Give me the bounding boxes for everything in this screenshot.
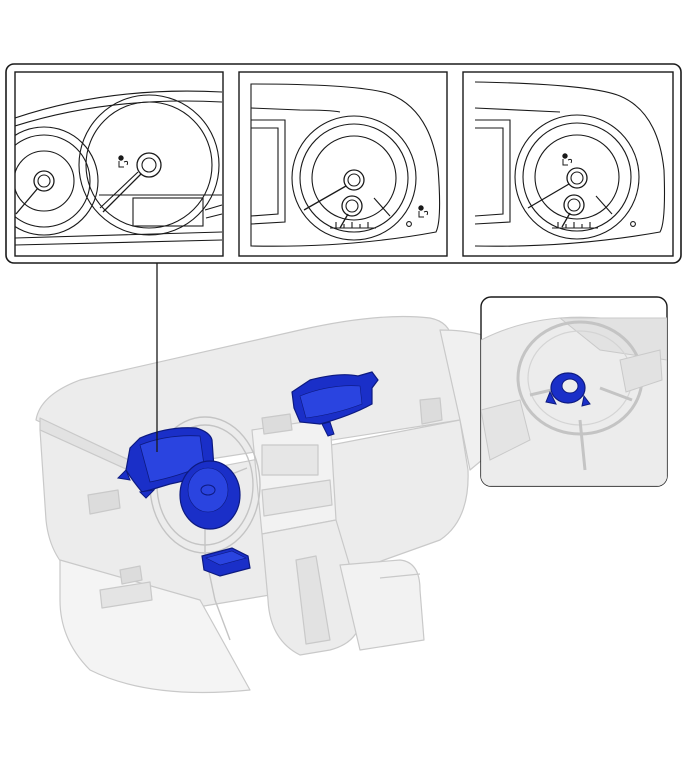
cluster-panel-3: [463, 72, 673, 256]
spiral-cable-inset: [481, 297, 667, 486]
dashboard-ghost-view: [36, 317, 530, 693]
cluster-panel-2: [239, 72, 447, 256]
steering-pad-part: [180, 461, 240, 529]
cluster-panel-1: [0, 72, 223, 256]
